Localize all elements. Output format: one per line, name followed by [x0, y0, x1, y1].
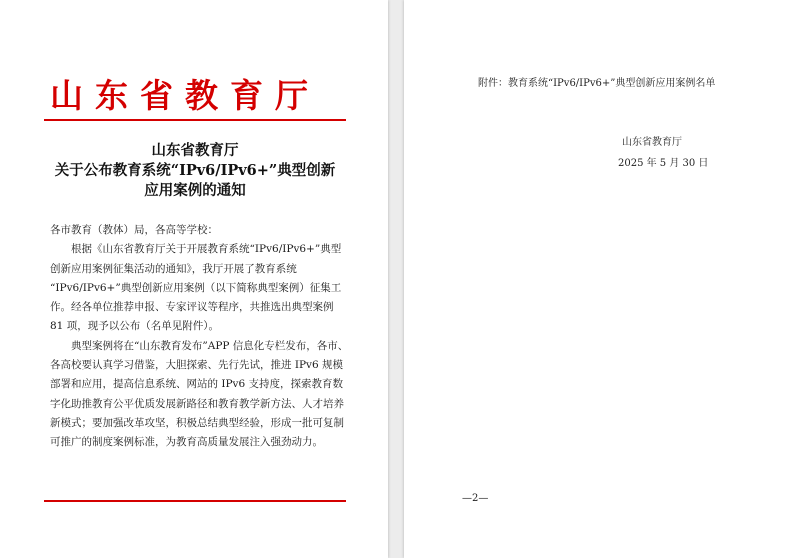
body-line: 部署和应用，提高信息系统、网站的 IPv6 支持度，探索教育数 [50, 378, 343, 391]
body-line: 各高校要认真学习借鉴，大胆探索、先行先试，推进 IPv6 规模 [50, 359, 343, 372]
notice-body [50, 221, 350, 453]
body-line: 根据《山东省教育厅关于开展教育系统“IPv6/IPv6+”典型 [50, 243, 342, 256]
signature-organization: 山东省教育厅 [622, 137, 682, 148]
body-line: 作。经各单位推荐申报、专家评议等程序，共推选出典型案例 [50, 301, 334, 314]
body-line: 81 项，现予以公布（名单见附件）。 [50, 320, 219, 333]
letterhead-red-rule [44, 119, 346, 121]
document-letterhead: 山东省教育厅 [50, 76, 320, 115]
body-line: 典型案例将在“山东教育发布”APP 信息化专栏发布，各市、 [50, 339, 349, 352]
attachment-note: 附件：教育系统“IPv6/IPv6+”典型创新应用案例名单 [478, 78, 716, 89]
page-number: —2— [462, 493, 489, 504]
footer-red-rule [44, 500, 346, 502]
title-line-subject-end: 应用案例的通知 [144, 182, 246, 199]
body-line: “IPv6/IPv6+”典型创新应用案例（以下简称典型案例）征集工 [50, 281, 342, 294]
salutation: 各市教育（教体）局，各高等学校： [50, 224, 218, 236]
body-line: 可推广的制度案例标准，为教育高质量发展注入强劲动力。 [50, 436, 323, 449]
document-page-1 [0, 0, 388, 558]
title-line-issuer: 山东省教育厅 [151, 142, 239, 159]
title-line-subject: 关于公布教育系统“IPv6/IPv6+”典型创新 [54, 162, 336, 179]
signature-date: 2025 年 5 月 30 日 [618, 158, 709, 169]
notice-title [40, 141, 350, 201]
body-line: 新模式；要加强改革攻坚，积极总结典型经验，形成一批可复制 [50, 416, 344, 429]
body-line: 创新应用案例征集活动的通知》，我厅开展了教育系统 [50, 262, 297, 275]
body-line: 字化助推教育公平优质发展新路径和教育教学新方法、人才培养 [50, 397, 344, 410]
